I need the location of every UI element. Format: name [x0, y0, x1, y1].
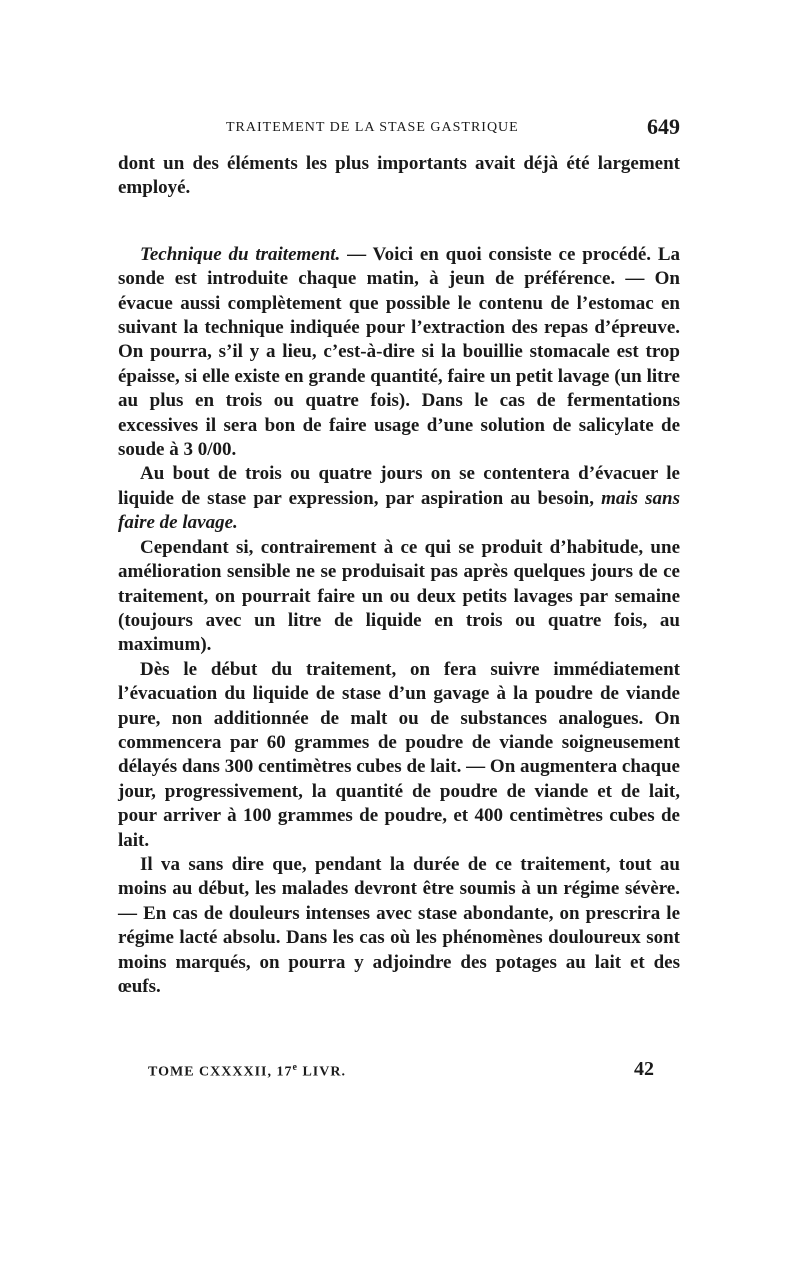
signature-suffix: LIVR.	[297, 1064, 346, 1080]
paragraph-cependant: Cependant si, contrairement à ce qui se produit d’habitude, une amélioration sensible ne se produisait pas après quelques jours de ce traitement, on pourrait faire un ou deux petits lavages par semaine (toujours avec un litre de liquide en trois ou quatre fois, au maximum).	[118, 536, 680, 656]
book-page	[118, 0, 680, 1262]
paragraph-continuation: dont un des éléments les plus importants avait déjà été largement employé.	[118, 153, 680, 199]
sheet-number: 42	[634, 1058, 654, 1080]
paragraph-technique	[118, 243, 680, 463]
paragraph-after-days-text: Au bout de trois ou quatre jours on se contentera d’évacuer le liquide de stase par expression, par aspiration au besoin,	[118, 463, 680, 509]
paragraph-technique-text: — Voici en quoi consiste ce procédé. La sonde est introduite chaque matin, à jeun de préférence. — On évacue aussi complètement que possible le contenu de l’estomac en suivant la technique indiquée pour l’extraction des repas d’épreuve. On pourra, s’il y a lieu, c’est-à-dire si la bouillie stomacale est trop épaisse, si elle existe en grande quantité, faire un petit lavage (un litre au plus en trois ou quatre fois). Dans le cas de fermentations excessives il sera bon de faire usage d’une solution de salicylate de soude à 3 0/00.	[118, 243, 680, 461]
paragraph-gap	[118, 201, 680, 243]
paragraph-regime: Il va sans dire que, pendant la durée de ce traitement, tout au moins au début, les malades devront être soumis à un régime sévère. — En cas de douleurs intenses avec stase abondante, on prescrira le régime lacté absolu. Dans les cas où les phénomènes douloureux sont moins marqués, on pourra y adjoindre des potages au lait et des œufs.	[118, 853, 680, 997]
body-text	[118, 152, 680, 999]
page-footer	[118, 1058, 680, 1088]
running-title: TRAITEMENT DE LA STASE GASTRIQUE	[226, 120, 519, 135]
section-heading: Technique du traitement.	[140, 243, 341, 265]
paragraph-gavage: Dès le début du traitement, on fera suivre immédiatement l’évacuation du liquide de stase d’un gavage à la poudre de viande pure, non additionnée de malt ou de substances analogues. On commencera par 60 grammes de poudre de viande soigneusement délayés dans 300 centimètres cubes de lait. — On augmentera chaque jour, progressivement, la quantité de poudre de viande et de lait, pour arriver à 100 grammes de poudre, et 400 centimètres cubes de lait.	[118, 658, 680, 851]
paragraph-after-days	[118, 462, 680, 535]
printer-signature	[148, 1062, 346, 1081]
running-header	[118, 112, 680, 142]
page-number: 649	[647, 114, 680, 139]
signature-superscript: e	[292, 1062, 298, 1073]
signature-text: TOME CXXXXII, 17	[148, 1064, 293, 1080]
emphasis-no-lavage: mais sans faire de lavage.	[118, 487, 680, 534]
